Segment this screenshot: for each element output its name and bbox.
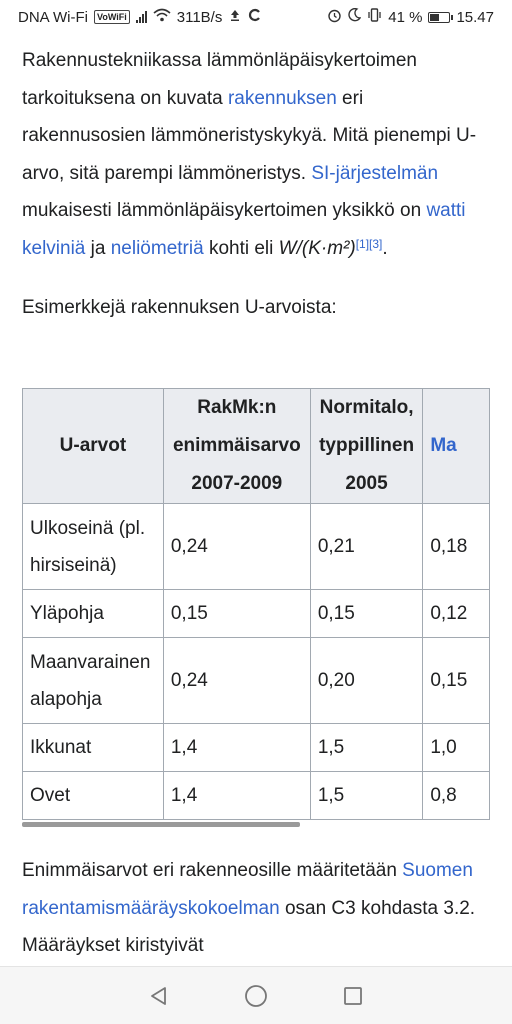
vowifi-badge: VoWiFi <box>94 10 130 24</box>
link-rakennuksen[interactable]: rakennuksen <box>227 87 337 109</box>
cell-value: 0,21 <box>310 504 422 590</box>
row-label: Maanvarainen alapohja <box>23 638 164 724</box>
u-value-table-container[interactable] <box>22 388 490 828</box>
reference-link[interactable]: [1][3] <box>355 236 383 251</box>
signal-icon <box>136 11 147 23</box>
cell-value: 0,15 <box>163 590 310 638</box>
vibrate-icon <box>367 8 382 26</box>
cell-value: 0,12 <box>423 590 490 638</box>
back-triangle-icon[interactable] <box>144 981 174 1011</box>
table-row <box>23 772 490 820</box>
cell-value: 0,24 <box>163 638 310 724</box>
moon-icon <box>348 8 361 26</box>
sync-icon <box>248 8 262 26</box>
cell-value: 0,15 <box>310 590 422 638</box>
cell-value: 1,4 <box>163 772 310 820</box>
link-neliometria[interactable]: neliömetriä <box>110 237 204 259</box>
network-speed: 311B/s <box>176 8 223 26</box>
paragraph-enimmaisarvot <box>22 852 492 965</box>
text: ja <box>85 237 111 259</box>
wifi-icon <box>153 8 171 26</box>
cell-value: 0,20 <box>310 638 422 724</box>
cell-value: 1,4 <box>163 724 310 772</box>
cell-value: 0,15 <box>423 638 490 724</box>
text: mukaisesti lämmönläpäisykertoimen yksikkö on <box>22 200 427 221</box>
header-ma[interactable]: Ma <box>423 389 490 504</box>
clock: 15.47 <box>456 8 494 26</box>
header-rakmk: RakMk:n enimmäisarvo 2007-2009 <box>163 389 310 504</box>
table-horizontal-scrollbar[interactable] <box>22 822 300 827</box>
table-row <box>23 638 490 724</box>
cell-value: 0,24 <box>163 504 310 590</box>
table-row <box>23 590 490 638</box>
row-label: Ulkoseinä (pl. hirsiseinä) <box>23 504 164 590</box>
paragraph-u-value <box>22 42 492 267</box>
article-content <box>22 42 492 327</box>
cell-value: 0,8 <box>423 772 490 820</box>
text: eri rakennusosien lämmöneristyskykyä. Mitä pienempi U-arvo, sitä parempi lämmöneristys. <box>22 87 477 184</box>
link-suomen-rakentamismaarayskokoelma[interactable]: Suomen rakentamismääräyskokoelman <box>22 860 473 919</box>
table-header-row <box>23 389 490 504</box>
unit-formula: W/(K·m²) <box>278 237 356 259</box>
home-circle-icon[interactable] <box>241 981 271 1011</box>
status-bar <box>0 0 512 34</box>
cell-value: 0,18 <box>423 504 490 590</box>
link-si-jarjestelman[interactable]: SI-järjestelmän <box>311 162 439 184</box>
cell-value: 1,0 <box>423 724 490 772</box>
row-label: Ikkunat <box>23 724 164 772</box>
cell-value: 1,5 <box>310 724 422 772</box>
header-u-arvot: U-arvot <box>23 389 164 504</box>
text: osan C3 kohdasta 3.2. Määräykset kiristyivät <box>22 897 476 956</box>
u-value-table <box>22 388 490 820</box>
article-continuation <box>22 852 492 965</box>
text: . <box>382 237 388 259</box>
row-label: Yläpohja <box>23 590 164 638</box>
carrier-name: DNA Wi-Fi <box>18 8 88 26</box>
battery-percent: 41 % <box>388 8 423 26</box>
cell-value: 1,5 <box>310 772 422 820</box>
link-watti-kelvinia[interactable]: watti kelviniä <box>22 200 466 259</box>
status-left <box>18 8 262 26</box>
table-intro: Esimerkkejä rakennuksen U-arvoista: <box>22 297 337 318</box>
header-normitalo: Normitalo, typpillinen 2005 <box>310 389 422 504</box>
status-right <box>327 8 494 27</box>
text: Rakennustekniikassa lämmönläpäisykertoimen tarkoituksena on kuvata <box>22 50 417 109</box>
text: kohti eli <box>203 237 279 259</box>
upload-icon <box>228 8 242 26</box>
recents-square-icon[interactable] <box>338 981 368 1011</box>
table-row <box>23 724 490 772</box>
row-label: Ovet <box>23 772 164 820</box>
battery-icon <box>428 12 450 23</box>
android-navigation-bar <box>0 966 512 1024</box>
text: Enimmäisarvot eri rakenneosille määritetään <box>22 860 403 881</box>
alarm-icon <box>327 8 342 27</box>
table-row <box>23 504 490 590</box>
